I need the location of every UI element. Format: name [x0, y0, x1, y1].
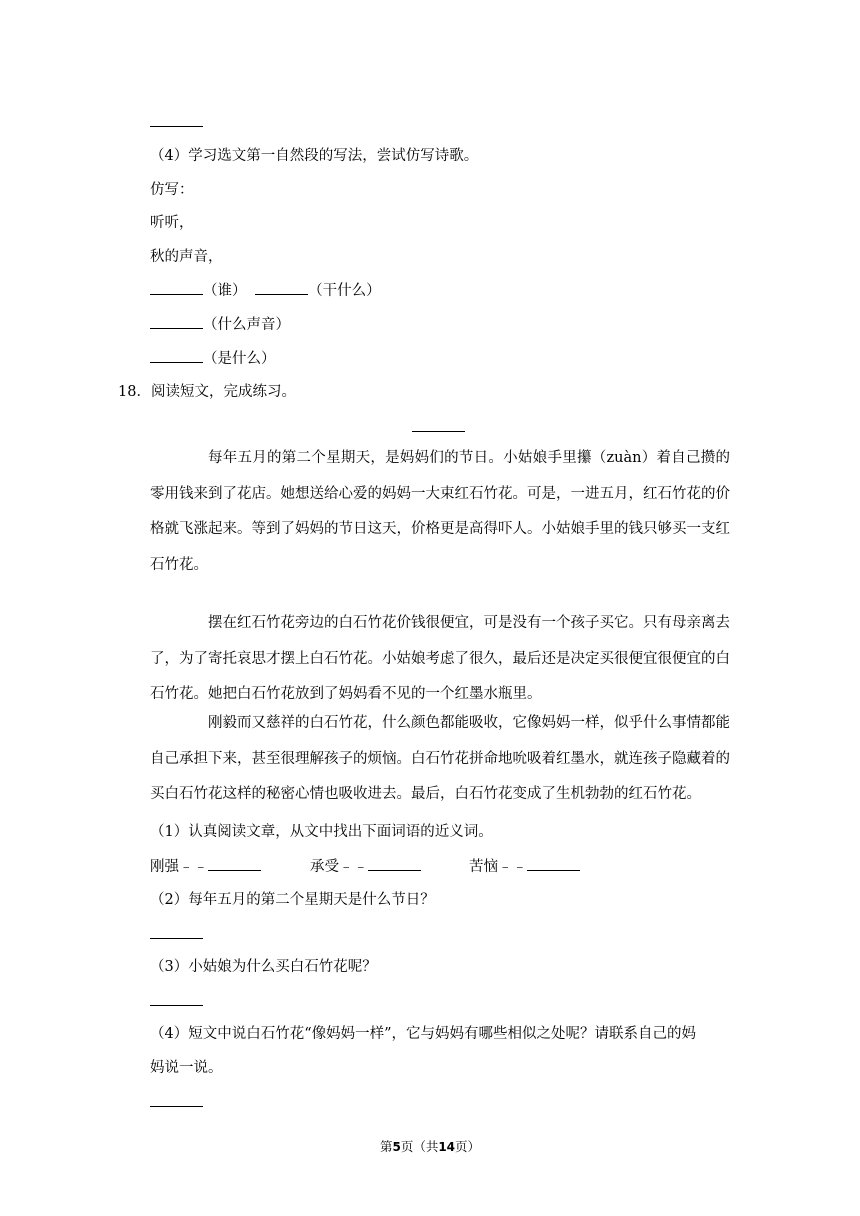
poem-line: 听听，: [150, 215, 194, 231]
poem-line: 秋的声音，: [150, 249, 223, 265]
sub-question: （4）短文中说白石竹花“像妈妈一样”，它与妈妈有哪些相似之处呢？请联系自己的妈: [150, 1026, 697, 1042]
poem-blank-row: [150, 280, 381, 301]
synonym-word: 苦恼﹣﹣: [469, 859, 527, 875]
footer-text: 页（共: [400, 1139, 439, 1154]
question-prompt: （4）学习选文第一自然段的写法，尝试仿写诗歌。: [150, 148, 479, 164]
synonym-word: 刚强﹣﹣: [150, 859, 208, 875]
hint-do: （干什么）: [308, 283, 381, 299]
passage-paragraph: 摆在红石竹花旁边的白石竹花价钱很便宜，可是没有一个孩子买它。只有母亲离去了，为了寄托哀思才摆上白石竹花。小姑娘考虑了很久，最后还是决定买很便宜很便宜的白石竹花。她把白石竹花放到了妈妈看不见的一个红墨水瓶里。: [150, 615, 730, 702]
question-heading: 18．阅读短文，完成练习。: [118, 384, 296, 400]
synonym-row: [310, 856, 421, 877]
page-footer: [0, 1139, 860, 1155]
answer-blank[interactable]: [150, 280, 203, 295]
sub-question: （1）认真阅读文章，从文中找出下面词语的近义词。: [150, 824, 493, 840]
synonym-word: 承受﹣﹣: [310, 859, 368, 875]
hint-sound: （什么声音）: [203, 317, 290, 333]
answer-blank[interactable]: [150, 314, 203, 329]
total-pages: 14: [438, 1140, 456, 1154]
sub-question: （3）小姑娘为什么买白石竹花呢？: [150, 959, 377, 975]
page-number: 5: [392, 1140, 401, 1154]
answer-blank[interactable]: [208, 856, 261, 871]
poem-blank-row: [150, 314, 290, 335]
passage-paragraph: 每年五月的第二个星期天，是妈妈们的节日。小姑娘手里攥（zuàn）着自己攒的零用钱来到了花店。她想送给心爱的妈妈一大束红石竹花。可是，一进五月，红石竹花的价格就飞涨起来。等到了妈妈的节日这天，价格更是高得吓人。小姑娘手里的钱只够买一支红石竹花。: [150, 450, 730, 573]
title-blank[interactable]: [412, 431, 465, 432]
imitate-label: 仿写：: [150, 182, 194, 198]
answer-blank[interactable]: [150, 348, 203, 363]
footer-text: 页）: [455, 1139, 481, 1154]
poem-blank-row: [150, 348, 276, 369]
hint-what: （是什么）: [203, 351, 276, 367]
sub-question: 妈说一说。: [150, 1060, 223, 1076]
passage-paragraph: 刚毅而又慈祥的白石竹花，什么颜色都能吸收，它像妈妈一样，似乎什么事情都能自己承担下来，甚至很理解孩子的烦恼。白石竹花拼命地吮吸着红墨水，就连孩子隐藏着的买白石竹花这样的秘密心情也吸收进去。最后，白石竹花变成了生机勃勃的红石竹花。: [150, 715, 730, 802]
footer-text: 第: [379, 1139, 393, 1154]
sub-question: （2）每年五月的第二个星期天是什么节日？: [150, 892, 435, 908]
synonym-row: [150, 856, 261, 877]
hint-who: （谁）: [203, 283, 247, 299]
answer-blank[interactable]: [150, 1005, 203, 1006]
answer-blank[interactable]: [255, 280, 308, 295]
synonym-row: [469, 856, 580, 877]
answer-blank[interactable]: [150, 938, 203, 939]
answer-blank[interactable]: [150, 1106, 203, 1107]
answer-blank[interactable]: [527, 856, 580, 871]
answer-blank[interactable]: [368, 856, 421, 871]
answer-blank[interactable]: [150, 126, 203, 127]
